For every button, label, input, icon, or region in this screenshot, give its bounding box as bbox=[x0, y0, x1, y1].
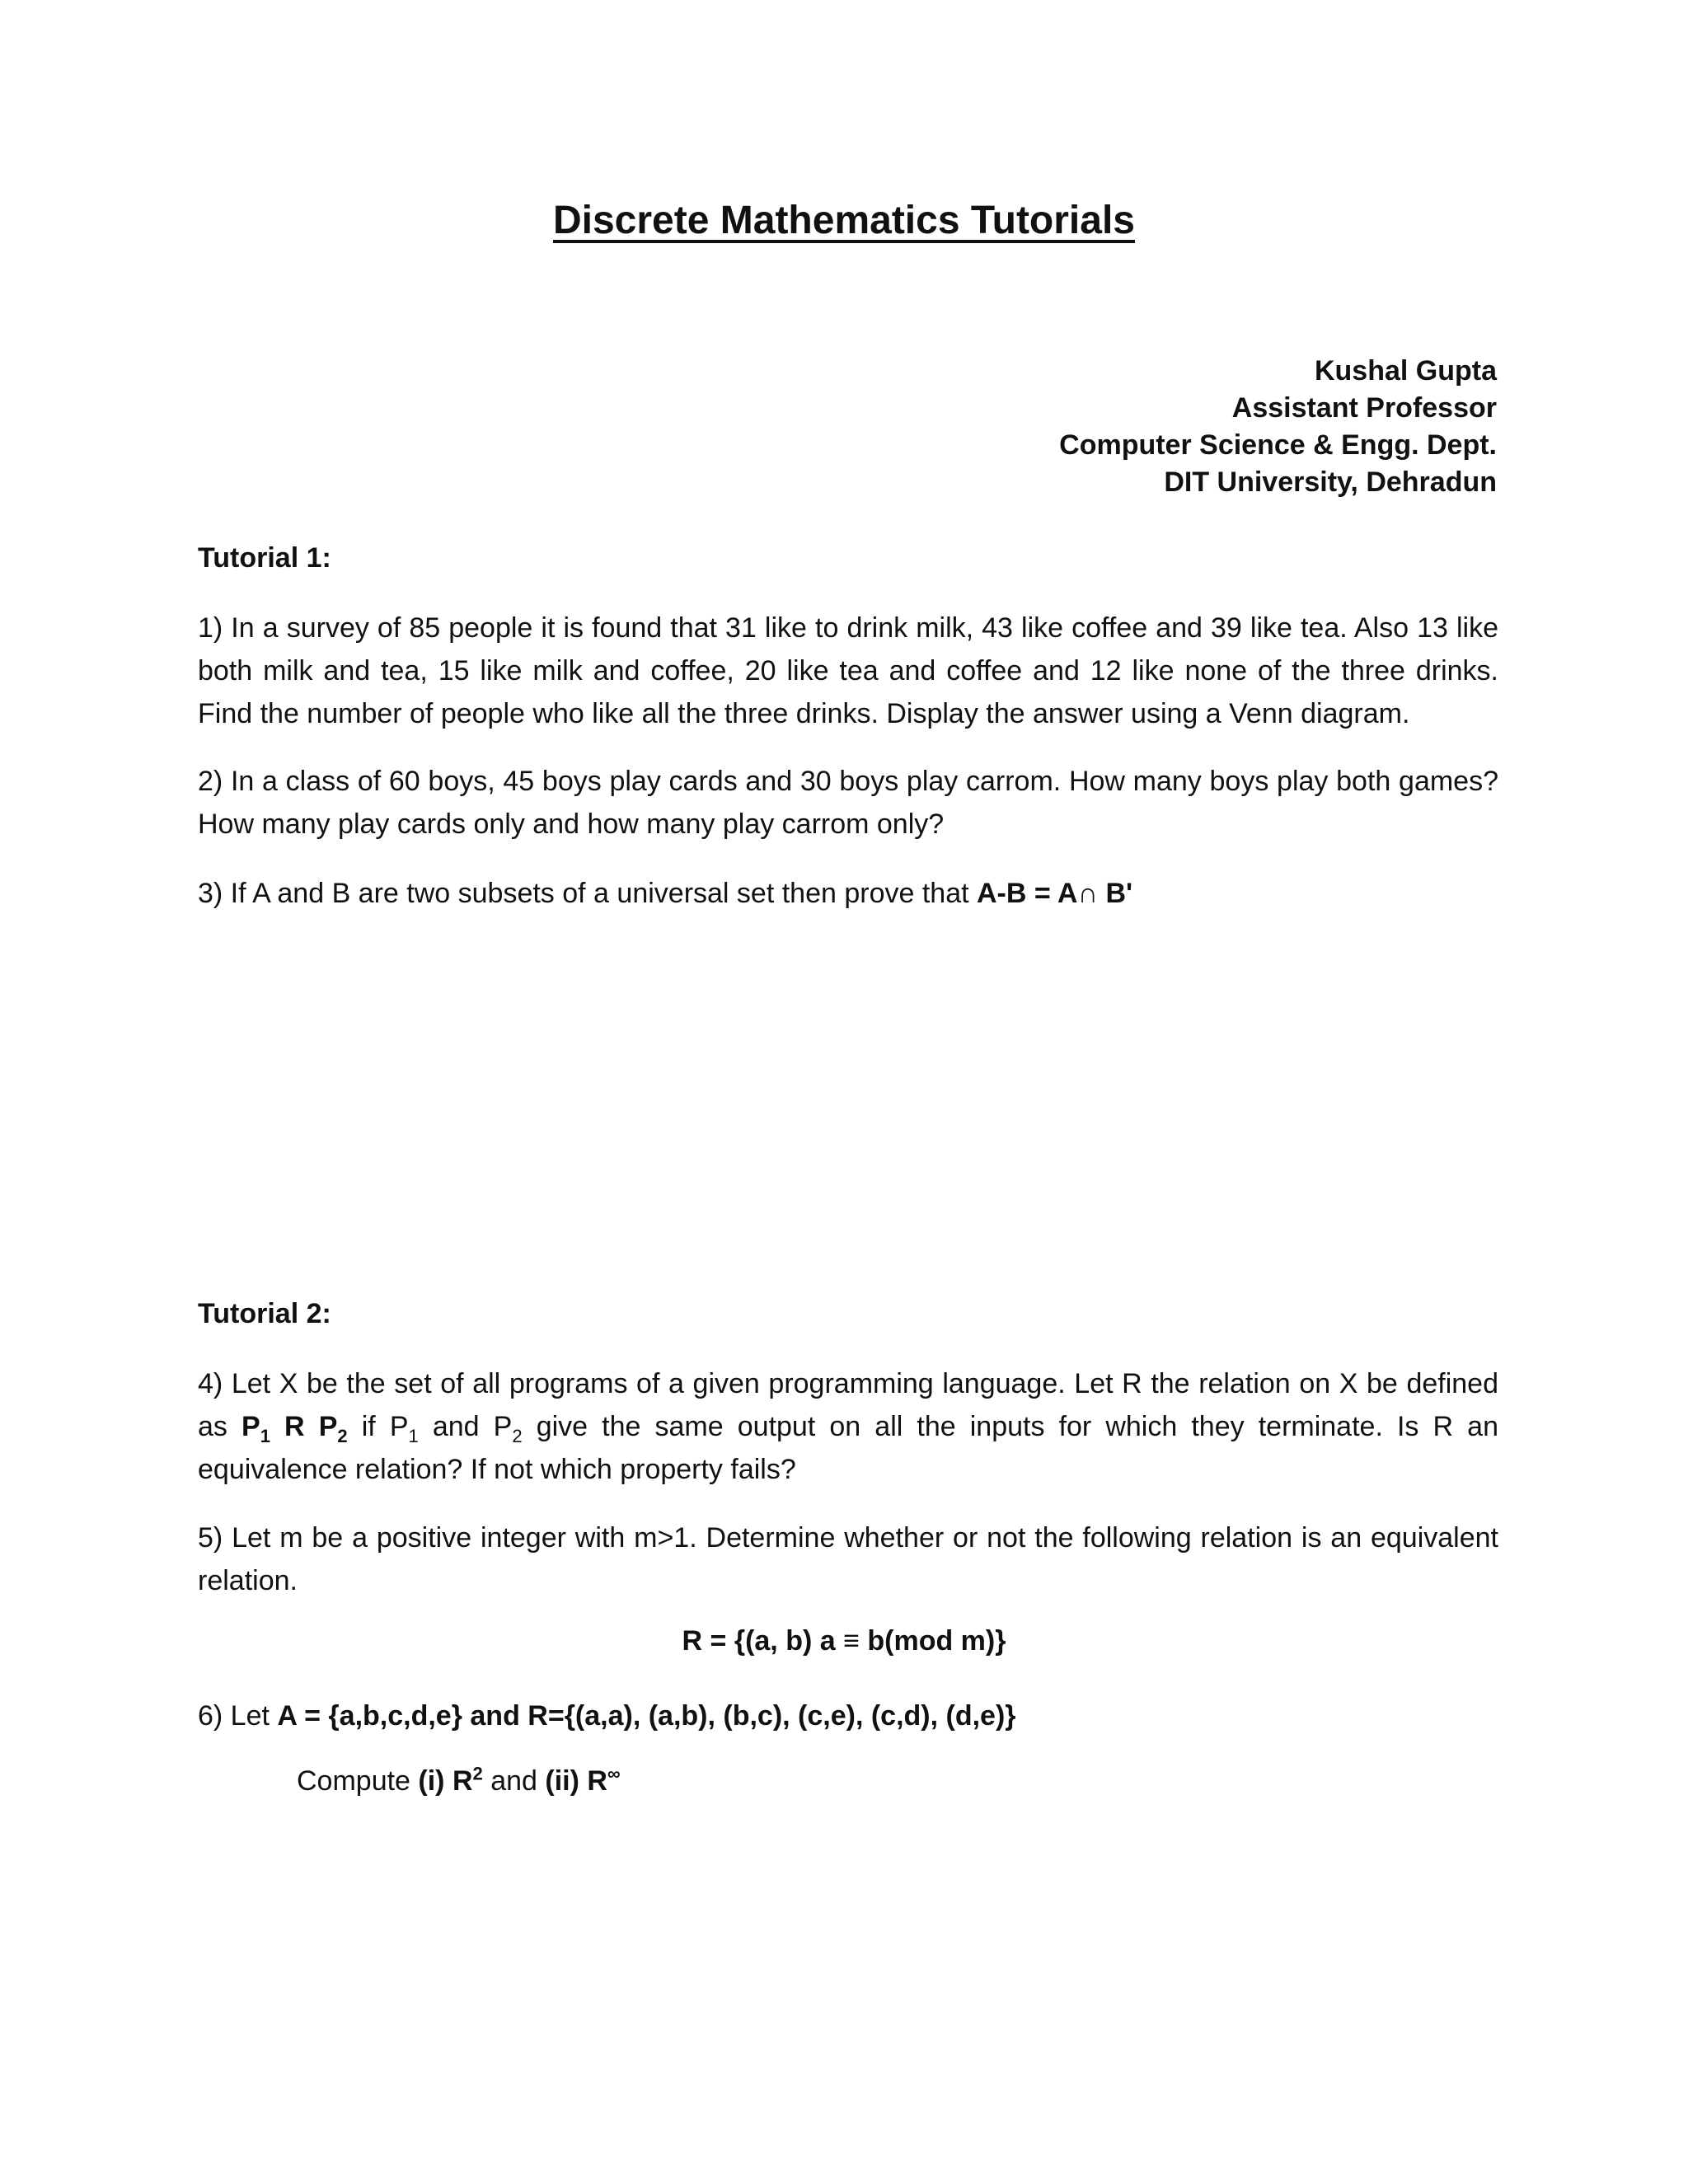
question-5: 5) Let m be a positive integer with m>1. Determine whether or not the following relation is an equivalent relation. bbox=[198, 1522, 1498, 1596]
p1-symbol: $P_1$ bbox=[241, 1411, 270, 1446]
and-label: and bbox=[482, 1765, 546, 1797]
author-block bbox=[755, 353, 1497, 501]
question-4: 4) Let X be the set of all programs of a given programming language. Let R the relation on X be defined as $P_1$ R $P_2$ if $P_1$ and $P_2$ give the same output on all the inputs for which they terminate. Is R an equivalence relation? If not which property fails? bbox=[198, 1368, 1498, 1485]
question-4-suffix: give the same output on all the inputs for which they terminate. Is R an equivalence relation? If not which property fails? bbox=[198, 1411, 1498, 1485]
author-university: DIT University, Dehradun bbox=[1164, 466, 1497, 498]
compute-label: Compute bbox=[297, 1765, 419, 1797]
question-1: 1) In a survey of 85 people it is found that 31 like to drink milk, 43 like coffee and 39 like tea. Also 13 like both milk and tea, 15 like milk and coffee, 20 like tea and coffee and 12 like none of the three drinks. Find the number of people who like all the three drinks. Display the answer using a Venn diagram. bbox=[198, 612, 1498, 729]
question-6-sets: A = {a,b,c,d,e} and R={(a,a), (a,b), (b,c), (c,e), (c,d), (d,e)} bbox=[277, 1700, 1016, 1732]
part-1: (i) $R^2$ bbox=[418, 1763, 483, 1797]
question-6 bbox=[198, 1694, 1498, 1737]
part-2: (ii) R∞ bbox=[545, 1763, 621, 1797]
r-symbol: R bbox=[284, 1411, 305, 1442]
question-4-mid2: and P bbox=[418, 1411, 513, 1442]
question-3 bbox=[198, 872, 1498, 915]
question-5-formula: R = {(a, b) a ≡ b(mod m)} bbox=[682, 1625, 1006, 1657]
document-title: Discrete Mathematics Tutorials bbox=[552, 199, 1135, 242]
question-4-prefix: 4) Let X be the set of all programs of a given programming language. Let R the relation on X be defined as bbox=[198, 1368, 1498, 1442]
tutorial-1-heading: Tutorial 1: bbox=[198, 542, 331, 574]
question-4-mid1: if P bbox=[347, 1411, 409, 1442]
question-3-formula: A-B = A∩ B' bbox=[977, 878, 1133, 909]
p2-symbol: $P_2$ bbox=[318, 1411, 348, 1446]
question-2: 2) In a class of 60 boys, 45 boys play cards and 30 boys play carrom. How many boys play both games? How many play cards only and how many play carrom only? bbox=[198, 766, 1498, 840]
question-3-text: 3) If A and B are two subsets of a universal set then prove that bbox=[198, 878, 977, 909]
author-department: Computer Science & Engg. Dept. bbox=[1059, 429, 1497, 461]
tutorial-2-heading: Tutorial 2: bbox=[198, 1298, 331, 1329]
author-position: Assistant Professor bbox=[1231, 392, 1497, 424]
question-6-compute bbox=[297, 1765, 621, 1797]
question-6-prefix: 6) Let bbox=[198, 1700, 278, 1732]
author-name: Kushal Gupta bbox=[1314, 355, 1497, 387]
